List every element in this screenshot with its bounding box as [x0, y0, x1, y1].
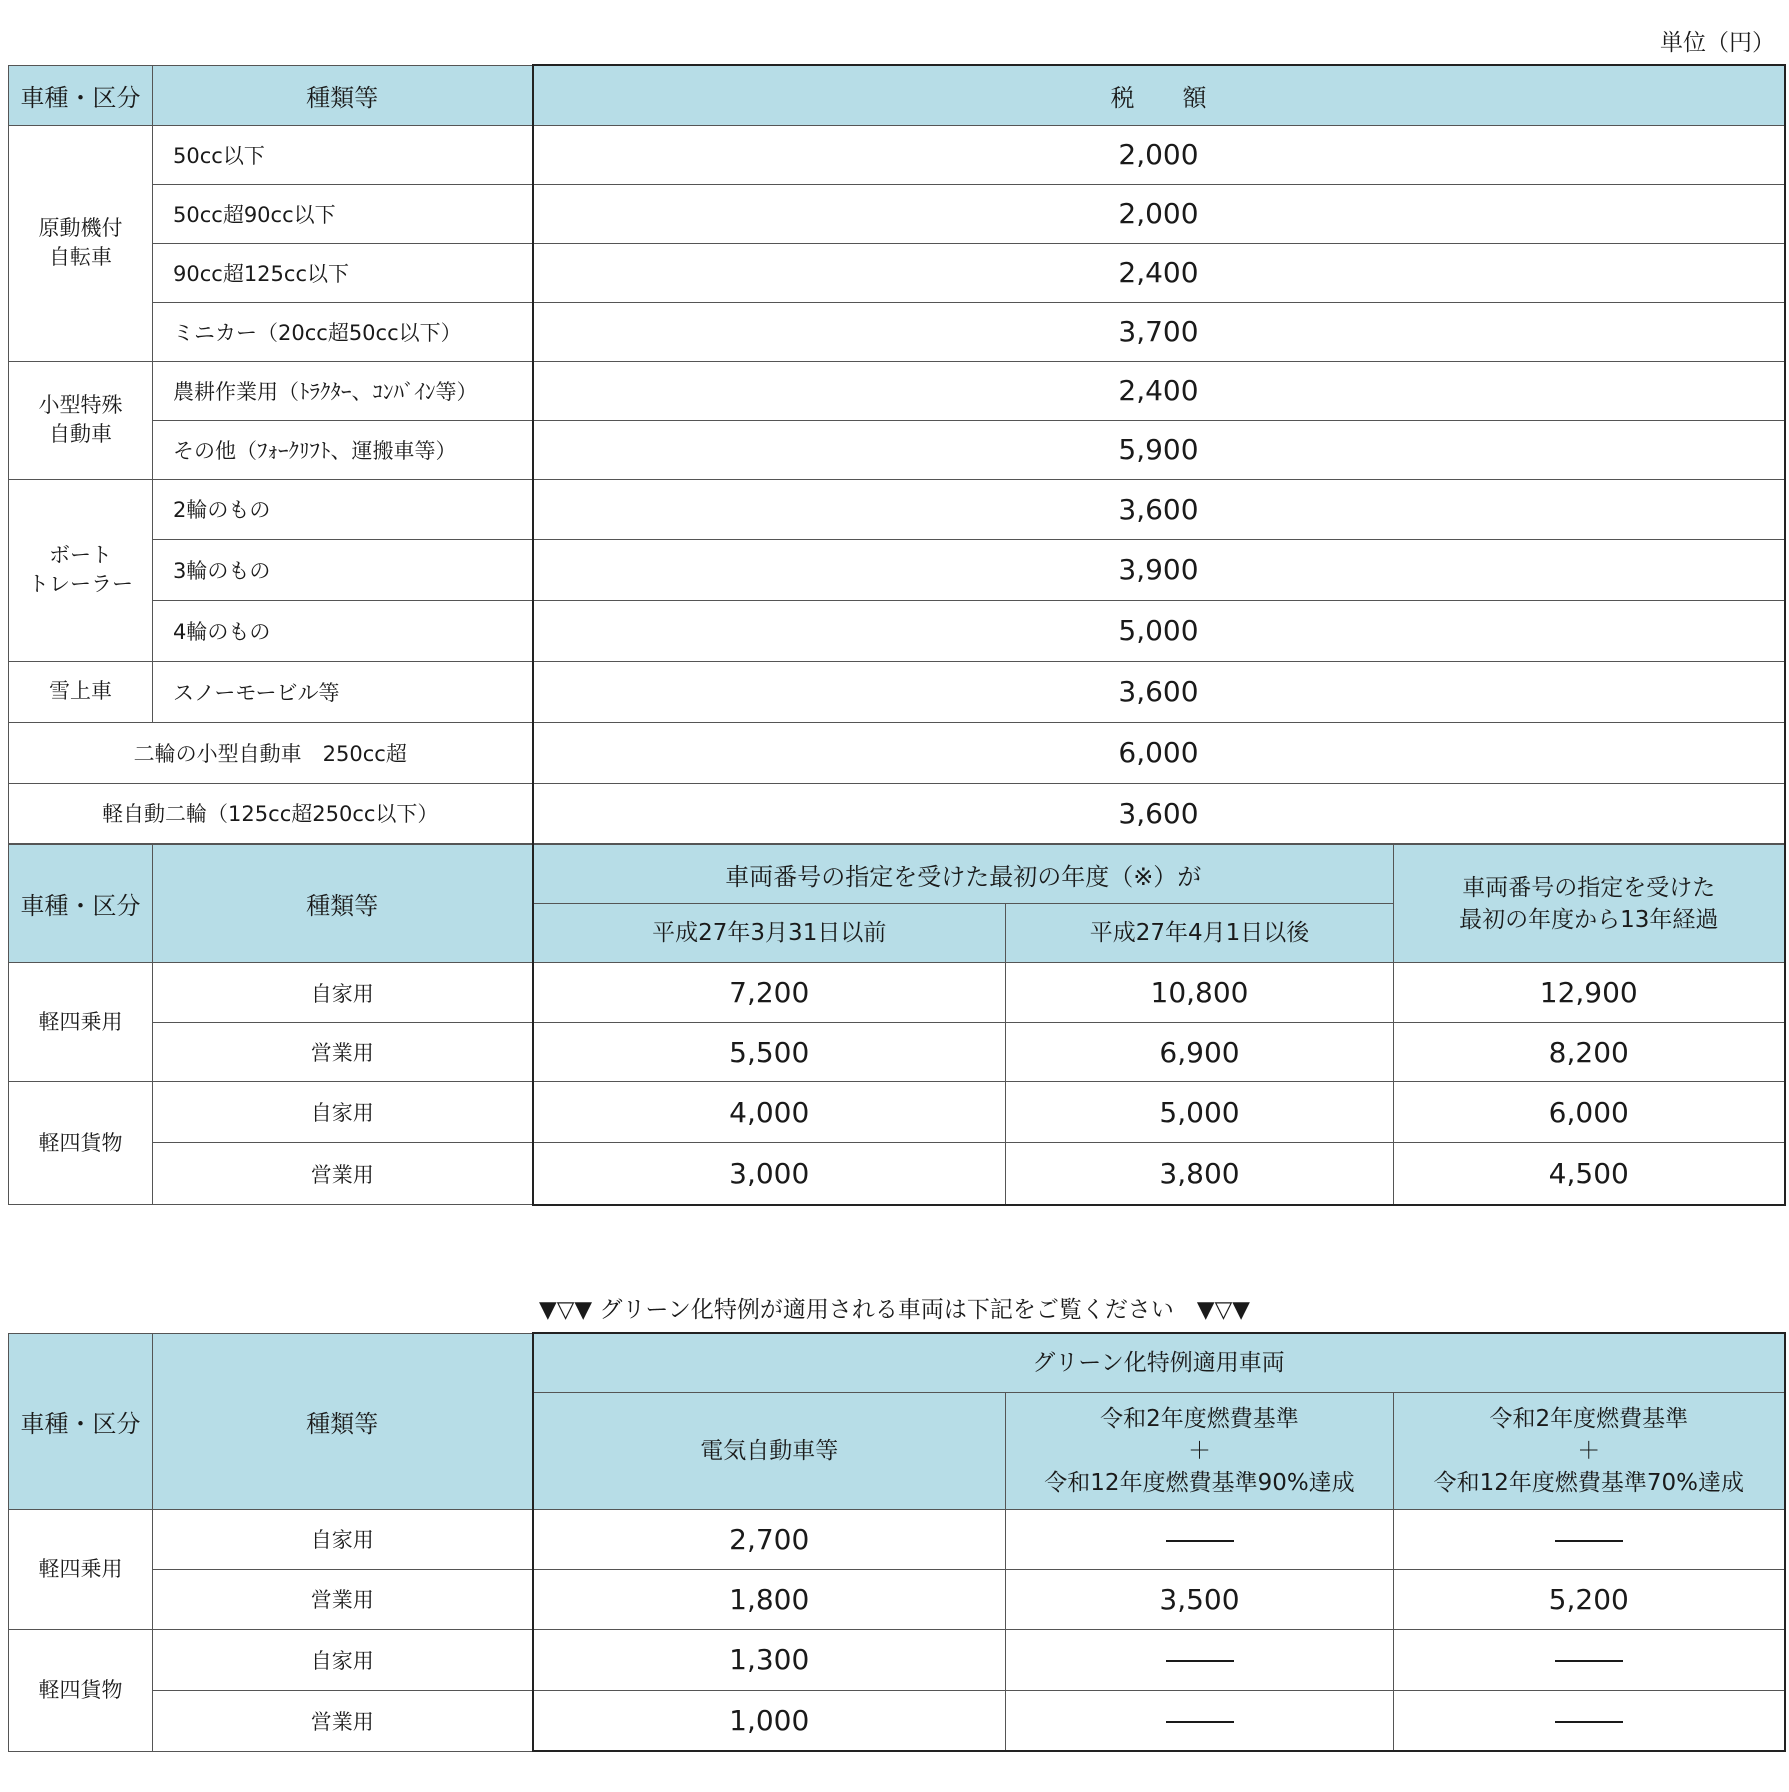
type-cell: 2輪のもの [153, 479, 533, 539]
table-row [9, 184, 1785, 243]
category-cell: 軽四乗用 [9, 963, 153, 1082]
category-line: 自転車 [49, 245, 112, 269]
amount-cell: 3,600 [533, 479, 1785, 539]
amount-cell: 4,500 [1394, 1143, 1785, 1205]
amount-cell: 3,600 [533, 783, 1785, 843]
amount-cell: 1,000 [533, 1690, 1006, 1751]
header-type: 種類等 [153, 65, 533, 125]
amount-cell: 8,200 [1394, 1023, 1785, 1082]
table-row [9, 600, 1785, 661]
category-line: 自動車 [49, 422, 112, 446]
header-fuel-90 [1006, 1392, 1394, 1509]
table-row [9, 539, 1785, 600]
header-tax-amount: 税 額 [533, 65, 1785, 125]
category-line: 小型特殊 [38, 393, 123, 417]
amount-cell: 2,400 [533, 243, 1785, 302]
amount-cell: 7,200 [533, 963, 1006, 1023]
dash-mark [1166, 1540, 1234, 1542]
table-row [9, 963, 1785, 1023]
category-cell: 軽四貨物 [9, 1082, 153, 1205]
not-applicable-cell [1394, 1509, 1785, 1569]
category-cell: 軽四貨物 [9, 1629, 153, 1751]
amount-cell: 3,800 [1006, 1143, 1394, 1205]
header-13-years [1394, 845, 1785, 963]
header-first-year-group: 車両番号の指定を受けた最初の年度（※）が [533, 845, 1394, 904]
type-cell: 4輪のもの [153, 600, 533, 661]
table-row [9, 722, 1785, 783]
header-after-h27: 平成27年4月1日以後 [1006, 904, 1394, 963]
header-type: 種類等 [153, 845, 533, 963]
table-header-row [9, 845, 1785, 904]
header-category: 車種・区分 [9, 1333, 153, 1509]
table-row [9, 1690, 1785, 1751]
table-row [9, 783, 1785, 843]
not-applicable-cell [1006, 1629, 1394, 1690]
tax-table-kei-four-wheel [8, 844, 1786, 1206]
tax-table-general [8, 64, 1786, 844]
category-cell: 雪上車 [9, 661, 153, 722]
not-applicable-cell [1006, 1690, 1394, 1751]
table-row [9, 1509, 1785, 1569]
type-cell: 営業用 [153, 1143, 533, 1205]
table-row [9, 1569, 1785, 1629]
category-cell: 軽四乗用 [9, 1509, 153, 1629]
amount-cell: 4,000 [533, 1082, 1006, 1143]
table-header-row [9, 65, 1785, 125]
type-cell: 自家用 [153, 1082, 533, 1143]
merged-type-cell: 二輪の小型自動車 250cc超 [9, 722, 533, 783]
amount-cell: 1,800 [533, 1569, 1006, 1629]
amount-cell: 1,300 [533, 1629, 1006, 1690]
table-row [9, 1023, 1785, 1082]
category-cell [9, 361, 153, 479]
merged-type-cell: 軽自動二輪（125cc超250cc以下） [9, 783, 533, 843]
table-row [9, 302, 1785, 361]
dash-mark [1166, 1660, 1234, 1662]
type-cell: ミニカー（20cc超50cc以下） [153, 302, 533, 361]
type-cell: 自家用 [153, 963, 533, 1023]
table-row [9, 661, 1785, 722]
header-line: 令和2年度燃費基準 [1100, 1405, 1299, 1432]
amount-cell: 2,400 [533, 361, 1785, 420]
amount-cell: 3,900 [533, 539, 1785, 600]
header-ev: 電気自動車等 [533, 1392, 1006, 1509]
type-cell: 営業用 [153, 1569, 533, 1629]
amount-cell: 6,000 [1394, 1082, 1785, 1143]
header-line: 令和2年度燃費基準 [1489, 1405, 1689, 1432]
amount-cell: 5,900 [533, 420, 1785, 479]
table-row [9, 1629, 1785, 1690]
amount-cell: 5,000 [533, 600, 1785, 661]
amount-cell: 5,200 [1394, 1569, 1785, 1629]
category-line: 原動機付 [38, 216, 123, 240]
not-applicable-cell [1006, 1509, 1394, 1569]
amount-cell: 6,900 [1006, 1023, 1394, 1082]
type-cell: 営業用 [153, 1023, 533, 1082]
header-fuel-70 [1394, 1392, 1785, 1509]
header-before-h27: 平成27年3月31日以前 [533, 904, 1006, 963]
type-cell: 農耕作業用（ﾄﾗｸﾀｰ、ｺﾝﾊﾞｲﾝ等） [153, 361, 533, 420]
header-green-group: グリーン化特例適用車両 [533, 1333, 1785, 1392]
table-header-row [9, 1333, 1785, 1392]
header-line: 車両番号の指定を受けた [1462, 874, 1716, 901]
amount-cell: 2,700 [533, 1509, 1006, 1569]
header-line: 令和12年度燃費基準90%達成 [1044, 1469, 1355, 1496]
table-row [9, 361, 1785, 420]
header-line: ＋ [1577, 1437, 1601, 1464]
amount-cell: 6,000 [533, 722, 1785, 783]
amount-cell: 2,000 [533, 125, 1785, 184]
type-cell: スノーモービル等 [153, 661, 533, 722]
header-line: ＋ [1188, 1437, 1211, 1464]
header-category: 車種・区分 [9, 845, 153, 963]
green-special-notice: ▼▽▼ グリーン化特例が適用される車両は下記をご覧ください ▼▽▼ [539, 1297, 1250, 1323]
not-applicable-cell [1394, 1629, 1785, 1690]
header-line: 最初の年度から13年経過 [1459, 906, 1719, 933]
amount-cell: 2,000 [533, 184, 1785, 243]
amount-cell: 3,500 [1006, 1569, 1394, 1629]
table-row [9, 1082, 1785, 1143]
header-type: 種類等 [153, 1333, 533, 1509]
amount-cell: 3,000 [533, 1143, 1006, 1205]
category-line: トレーラー [28, 572, 133, 596]
tax-table-green-special [8, 1332, 1786, 1752]
not-applicable-cell [1394, 1690, 1785, 1751]
table-row [9, 125, 1785, 184]
dash-mark [1555, 1721, 1623, 1723]
type-cell: 自家用 [153, 1629, 533, 1690]
type-cell: 50cc以下 [153, 125, 533, 184]
dash-mark [1555, 1660, 1623, 1662]
category-cell [9, 479, 153, 661]
category-line: ボート [49, 543, 112, 567]
type-cell: 90cc超125cc以下 [153, 243, 533, 302]
amount-cell: 3,700 [533, 302, 1785, 361]
amount-cell: 12,900 [1394, 963, 1785, 1023]
header-category: 車種・区分 [9, 65, 153, 125]
type-cell: その他（ﾌｫｰｸﾘﾌﾄ、運搬車等） [153, 420, 533, 479]
table-row [9, 1143, 1785, 1205]
type-cell: 3輪のもの [153, 539, 533, 600]
table-row [9, 243, 1785, 302]
amount-cell: 3,600 [533, 661, 1785, 722]
dash-mark [1555, 1540, 1623, 1542]
type-cell: 自家用 [153, 1509, 533, 1569]
table-row [9, 479, 1785, 539]
amount-cell: 5,000 [1006, 1082, 1394, 1143]
dash-mark [1166, 1721, 1234, 1723]
table-row [9, 420, 1785, 479]
category-cell [9, 125, 153, 361]
header-line: 令和12年度燃費基準70%達成 [1433, 1469, 1744, 1496]
unit-label: 単位（円） [1660, 30, 1775, 56]
amount-cell: 5,500 [533, 1023, 1006, 1082]
type-cell: 50cc超90cc以下 [153, 184, 533, 243]
amount-cell: 10,800 [1006, 963, 1394, 1023]
type-cell: 営業用 [153, 1690, 533, 1751]
